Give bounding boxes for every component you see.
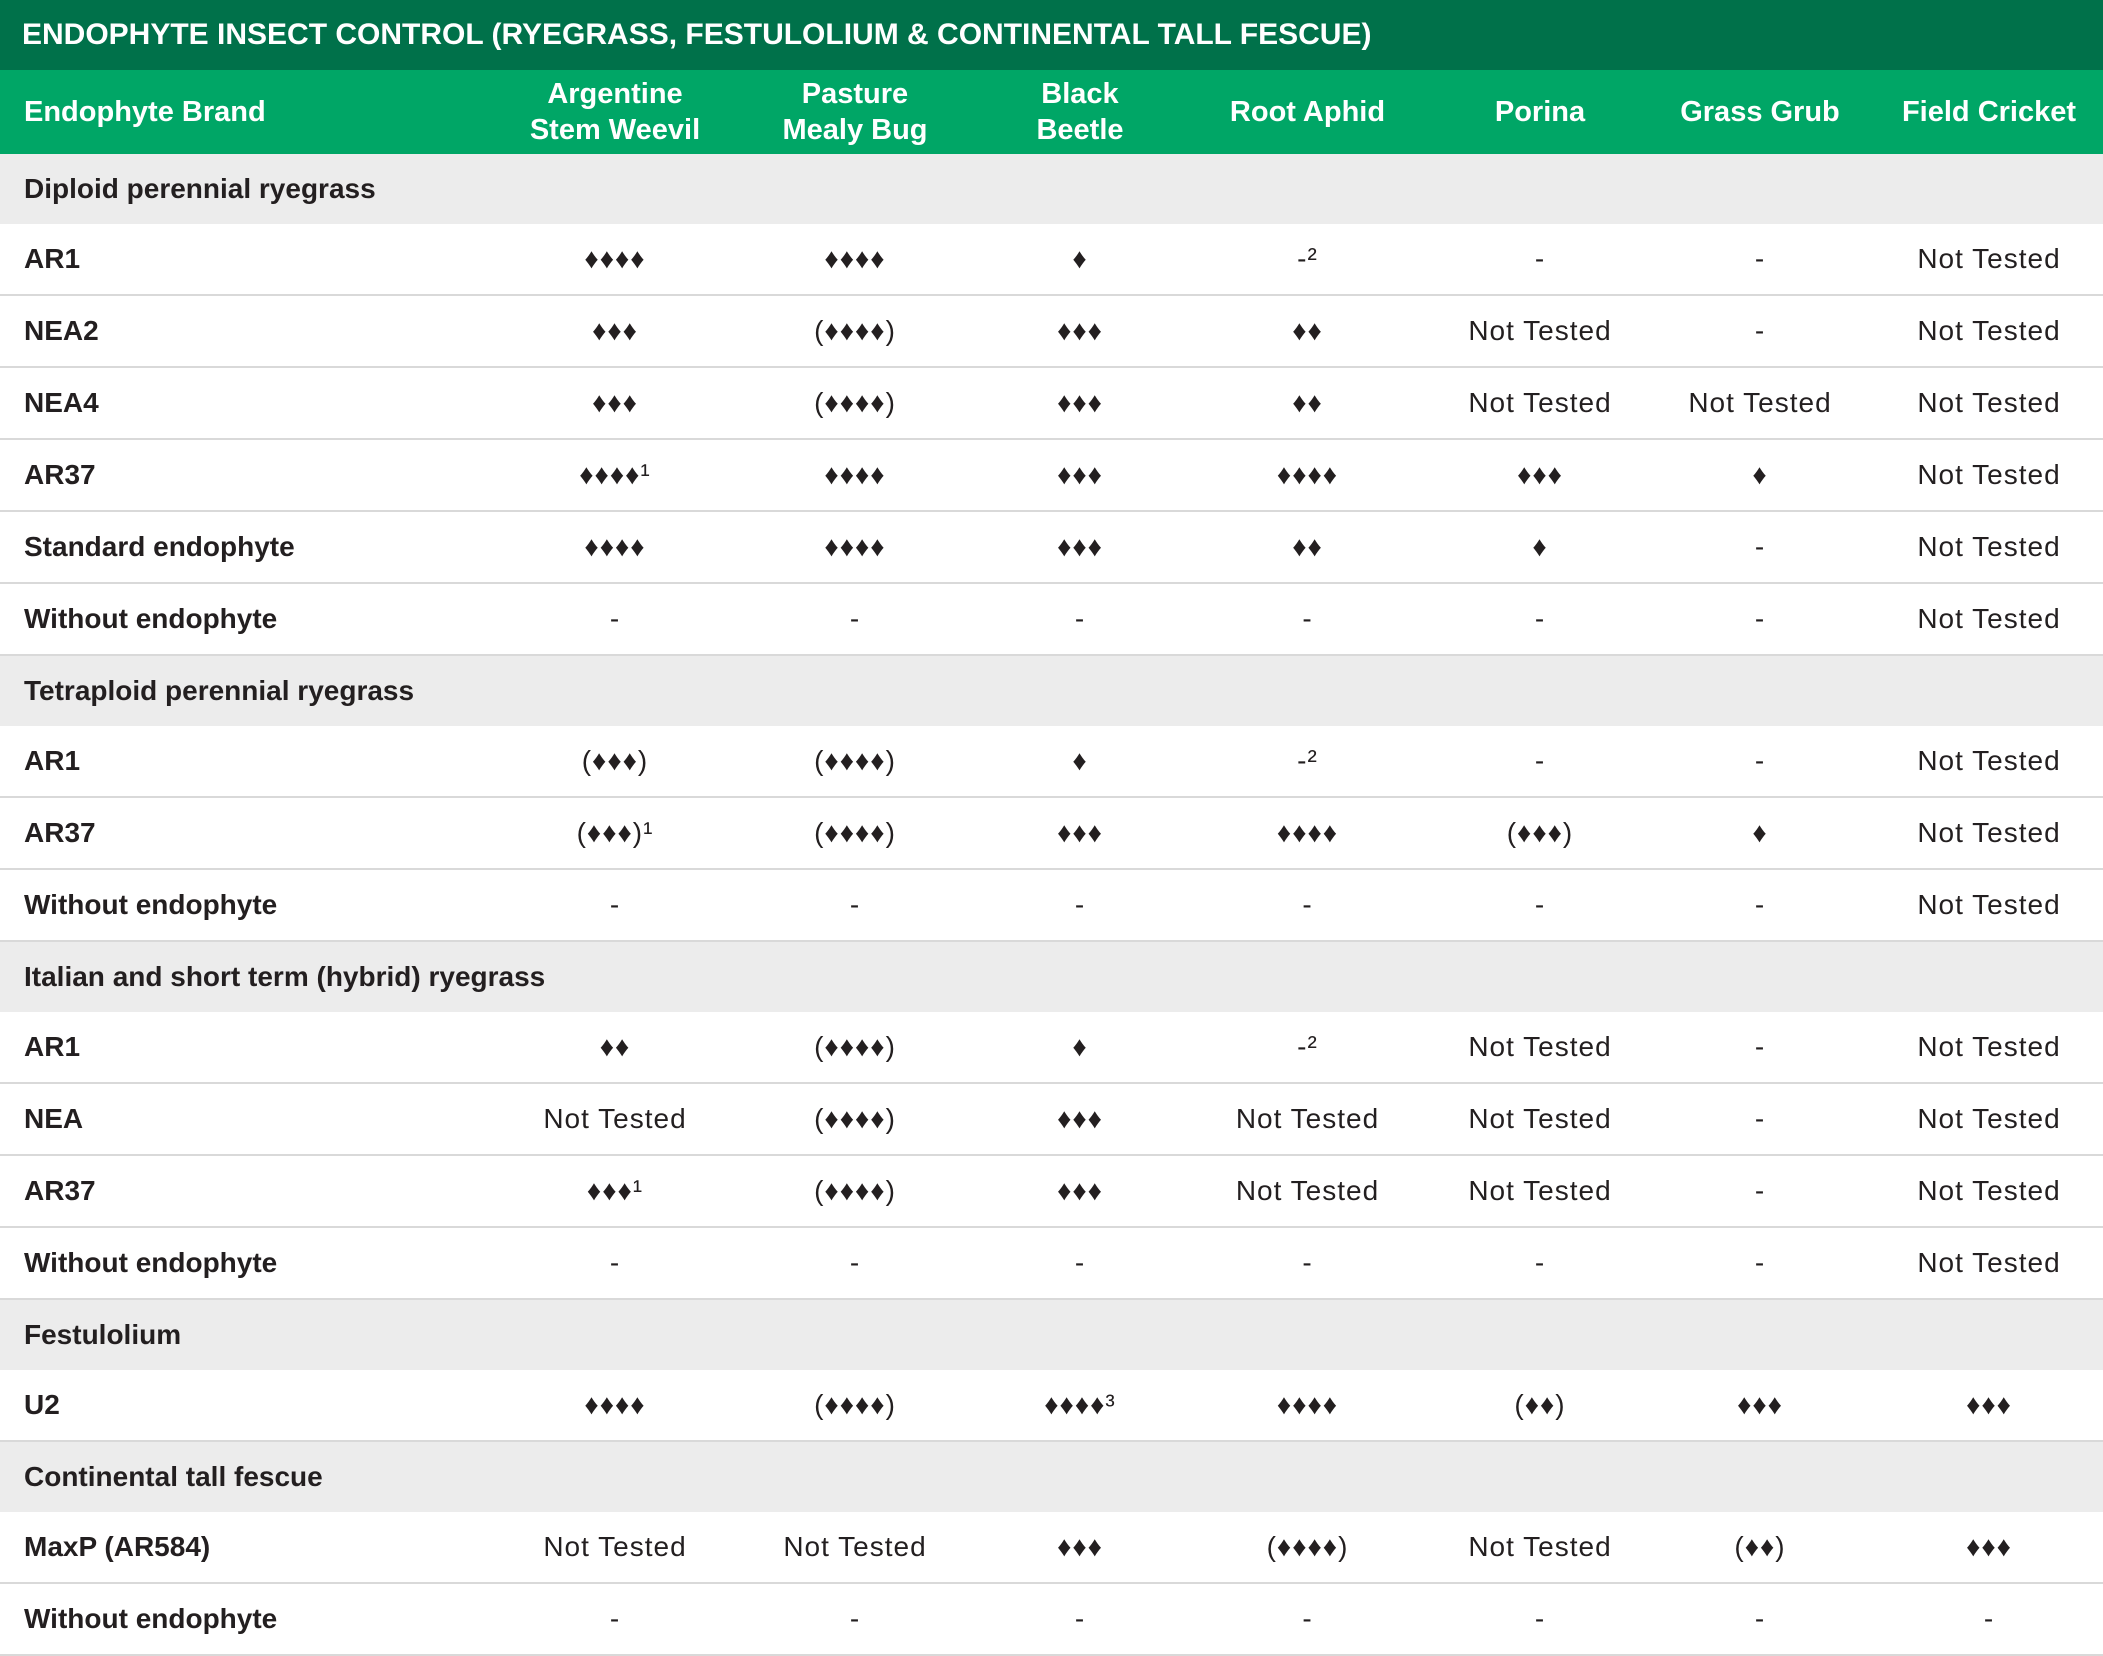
- rating-cell: Not Tested: [1875, 797, 2103, 869]
- rating-cell: Not Tested: [1435, 1512, 1645, 1583]
- endophyte-brand-cell: NEA4: [0, 367, 500, 439]
- table-row: [0, 295, 2103, 367]
- rating-cell: Not Tested: [1875, 1227, 2103, 1299]
- rating-cell: ♦♦♦♦³: [980, 1370, 1180, 1441]
- table-row: [0, 869, 2103, 941]
- column-header-endophyte-brand: Endophyte Brand: [0, 70, 500, 154]
- rating-cell: ♦♦♦: [1875, 1512, 2103, 1583]
- rating-cell: (♦♦♦♦): [730, 1155, 980, 1227]
- rating-cell: ♦♦♦: [1435, 439, 1645, 511]
- rating-cell: -: [500, 1583, 730, 1655]
- endophyte-brand-cell: AR37: [0, 1155, 500, 1227]
- rating-cell: Not Tested: [1875, 367, 2103, 439]
- rating-cell: Not Tested: [1435, 295, 1645, 367]
- rating-cell: -: [1645, 224, 1875, 295]
- rating-cell: (♦♦♦♦): [730, 295, 980, 367]
- rating-cell: -: [1645, 511, 1875, 583]
- rating-cell: -: [1435, 1583, 1645, 1655]
- table-row: [0, 511, 2103, 583]
- table-body: [0, 154, 2103, 1655]
- rating-cell: Not Tested: [730, 1512, 980, 1583]
- table-row: [0, 583, 2103, 655]
- table-row: [0, 1012, 2103, 1083]
- rating-cell: ♦♦♦: [980, 1155, 1180, 1227]
- rating-cell: ♦♦♦¹: [500, 1155, 730, 1227]
- endophyte-brand-cell: AR1: [0, 224, 500, 295]
- rating-cell: ♦♦♦: [980, 1512, 1180, 1583]
- rating-cell: ♦♦♦: [980, 367, 1180, 439]
- rating-cell: -: [730, 1227, 980, 1299]
- rating-cell: ♦: [1645, 797, 1875, 869]
- table-row: [0, 224, 2103, 295]
- rating-cell: Not Tested: [1435, 367, 1645, 439]
- rating-cell: -: [980, 583, 1180, 655]
- rating-cell: ♦♦♦♦: [730, 511, 980, 583]
- rating-cell: ♦♦♦♦: [500, 511, 730, 583]
- table-row: [0, 1370, 2103, 1441]
- rating-cell: ♦♦♦♦: [730, 224, 980, 295]
- rating-cell: -: [730, 1583, 980, 1655]
- rating-cell: ♦: [980, 224, 1180, 295]
- rating-cell: Not Tested: [1875, 1155, 2103, 1227]
- section-label: Italian and short term (hybrid) ryegrass: [0, 941, 2103, 1012]
- table-row: [0, 439, 2103, 511]
- endophyte-brand-cell: NEA2: [0, 295, 500, 367]
- rating-cell: -: [500, 869, 730, 941]
- section-row: [0, 941, 2103, 1012]
- rating-cell: -: [1180, 1583, 1435, 1655]
- table-row: [0, 1227, 2103, 1299]
- rating-cell: (♦♦): [1435, 1370, 1645, 1441]
- rating-cell: ♦♦♦♦: [1180, 439, 1435, 511]
- rating-cell: ♦♦♦♦: [500, 1370, 730, 1441]
- rating-cell: Not Tested: [1875, 511, 2103, 583]
- rating-cell: ♦♦♦♦: [1180, 1370, 1435, 1441]
- endophyte-brand-cell: MaxP (AR584): [0, 1512, 500, 1583]
- rating-cell: Not Tested: [500, 1083, 730, 1155]
- rating-cell: -: [980, 869, 1180, 941]
- rating-cell: -: [1645, 726, 1875, 797]
- rating-cell: Not Tested: [1180, 1083, 1435, 1155]
- rating-cell: -: [500, 583, 730, 655]
- rating-cell: Not Tested: [1435, 1155, 1645, 1227]
- rating-cell: Not Tested: [1875, 1083, 2103, 1155]
- rating-cell: -: [1645, 583, 1875, 655]
- rating-cell: Not Tested: [1180, 1155, 1435, 1227]
- rating-cell: -: [1645, 295, 1875, 367]
- rating-cell: -: [1645, 1155, 1875, 1227]
- rating-cell: ♦♦: [1180, 511, 1435, 583]
- rating-cell: ♦♦♦: [980, 797, 1180, 869]
- table-title: ENDOPHYTE INSECT CONTROL (RYEGRASS, FESTULOLIUM & CONTINENTAL TALL FESCUE): [0, 0, 2103, 70]
- endophyte-brand-cell: AR1: [0, 1012, 500, 1083]
- rating-cell: ♦: [1645, 439, 1875, 511]
- rating-cell: (♦♦): [1645, 1512, 1875, 1583]
- rating-cell: ♦♦♦: [980, 511, 1180, 583]
- rating-cell: (♦♦♦♦): [730, 1370, 980, 1441]
- endophyte-brand-cell: Standard endophyte: [0, 511, 500, 583]
- section-row: [0, 1299, 2103, 1370]
- rating-cell: (♦♦♦♦): [1180, 1512, 1435, 1583]
- rating-cell: (♦♦♦): [500, 726, 730, 797]
- column-header-argentine-stem-weevil: Argentine Stem Weevil: [500, 70, 730, 154]
- rating-cell: -: [1180, 1227, 1435, 1299]
- table-row: [0, 1155, 2103, 1227]
- rating-cell: ♦♦♦♦¹: [500, 439, 730, 511]
- rating-cell: ♦♦♦: [980, 439, 1180, 511]
- table-row: [0, 1583, 2103, 1655]
- rating-cell: ♦♦♦: [980, 1083, 1180, 1155]
- rating-cell: Not Tested: [1435, 1012, 1645, 1083]
- rating-cell: -: [730, 583, 980, 655]
- section-label: Diploid perennial ryegrass: [0, 154, 2103, 224]
- rating-cell: ♦♦♦: [980, 295, 1180, 367]
- rating-cell: -²: [1180, 224, 1435, 295]
- rating-cell: -: [1180, 583, 1435, 655]
- endophyte-brand-cell: U2: [0, 1370, 500, 1441]
- rating-cell: (♦♦♦♦): [730, 1012, 980, 1083]
- rating-cell: -: [1180, 869, 1435, 941]
- table-row: [0, 1083, 2103, 1155]
- table-row: [0, 367, 2103, 439]
- rating-cell: ♦: [980, 726, 1180, 797]
- rating-cell: -: [1435, 726, 1645, 797]
- endophyte-brand-cell: Without endophyte: [0, 869, 500, 941]
- endophyte-brand-cell: NEA: [0, 1083, 500, 1155]
- rating-cell: ♦♦: [500, 1012, 730, 1083]
- rating-cell: ♦♦♦: [1875, 1370, 2103, 1441]
- endophyte-brand-cell: AR37: [0, 439, 500, 511]
- rating-cell: Not Tested: [1645, 367, 1875, 439]
- rating-cell: Not Tested: [1875, 224, 2103, 295]
- rating-cell: ♦♦: [1180, 367, 1435, 439]
- rating-cell: (♦♦♦♦): [730, 726, 980, 797]
- rating-cell: (♦♦♦): [1435, 797, 1645, 869]
- rating-cell: ♦: [1435, 511, 1645, 583]
- section-row: [0, 655, 2103, 726]
- rating-cell: -: [500, 1227, 730, 1299]
- column-header-root-aphid: Root Aphid: [1180, 70, 1435, 154]
- endophyte-brand-cell: Without endophyte: [0, 1583, 500, 1655]
- rating-cell: (♦♦♦♦): [730, 1083, 980, 1155]
- rating-cell: ♦♦: [1180, 295, 1435, 367]
- table-row: [0, 1512, 2103, 1583]
- rating-cell: -²: [1180, 726, 1435, 797]
- endophyte-brand-cell: AR37: [0, 797, 500, 869]
- rating-cell: -: [1435, 583, 1645, 655]
- rating-cell: -: [1645, 869, 1875, 941]
- rating-cell: -: [1875, 1583, 2103, 1655]
- rating-cell: ♦♦♦♦: [1180, 797, 1435, 869]
- rating-cell: -: [1435, 869, 1645, 941]
- rating-cell: (♦♦♦♦): [730, 797, 980, 869]
- section-label: Tetraploid perennial ryegrass: [0, 655, 2103, 726]
- rating-cell: ♦♦♦: [500, 295, 730, 367]
- column-header-black-beetle: Black Beetle: [980, 70, 1180, 154]
- rating-cell: Not Tested: [1875, 295, 2103, 367]
- rating-cell: ♦♦♦: [1645, 1370, 1875, 1441]
- rating-cell: -: [1645, 1012, 1875, 1083]
- column-header-field-cricket: Field Cricket: [1875, 70, 2103, 154]
- rating-cell: Not Tested: [1875, 583, 2103, 655]
- rating-cell: -: [1645, 1583, 1875, 1655]
- rating-cell: Not Tested: [1875, 1012, 2103, 1083]
- section-label: Continental tall fescue: [0, 1441, 2103, 1512]
- rating-cell: -: [980, 1227, 1180, 1299]
- endophyte-table: [0, 70, 2103, 1656]
- rating-cell: Not Tested: [1435, 1083, 1645, 1155]
- rating-cell: -: [1435, 1227, 1645, 1299]
- section-row: [0, 154, 2103, 224]
- rating-cell: Not Tested: [1875, 439, 2103, 511]
- header-row: [0, 70, 2103, 154]
- table-row: [0, 726, 2103, 797]
- rating-cell: -: [980, 1583, 1180, 1655]
- rating-cell: (♦♦♦)¹: [500, 797, 730, 869]
- rating-cell: -: [1645, 1227, 1875, 1299]
- rating-cell: Not Tested: [1875, 726, 2103, 797]
- table-row: [0, 797, 2103, 869]
- column-header-pasture-mealy-bug: Pasture Mealy Bug: [730, 70, 980, 154]
- rating-cell: ♦: [980, 1012, 1180, 1083]
- rating-cell: ♦♦♦♦: [730, 439, 980, 511]
- rating-cell: -²: [1180, 1012, 1435, 1083]
- endophyte-brand-cell: Without endophyte: [0, 1227, 500, 1299]
- section-label: Festulolium: [0, 1299, 2103, 1370]
- rating-cell: Not Tested: [1875, 869, 2103, 941]
- endophyte-brand-cell: AR1: [0, 726, 500, 797]
- rating-cell: (♦♦♦♦): [730, 367, 980, 439]
- rating-cell: -: [730, 869, 980, 941]
- section-row: [0, 1441, 2103, 1512]
- rating-cell: Not Tested: [500, 1512, 730, 1583]
- rating-cell: -: [1645, 1083, 1875, 1155]
- column-header-porina: Porina: [1435, 70, 1645, 154]
- endophyte-brand-cell: Without endophyte: [0, 583, 500, 655]
- rating-cell: ♦♦♦: [500, 367, 730, 439]
- rating-cell: ♦♦♦♦: [500, 224, 730, 295]
- rating-cell: -: [1435, 224, 1645, 295]
- column-header-grass-grub: Grass Grub: [1645, 70, 1875, 154]
